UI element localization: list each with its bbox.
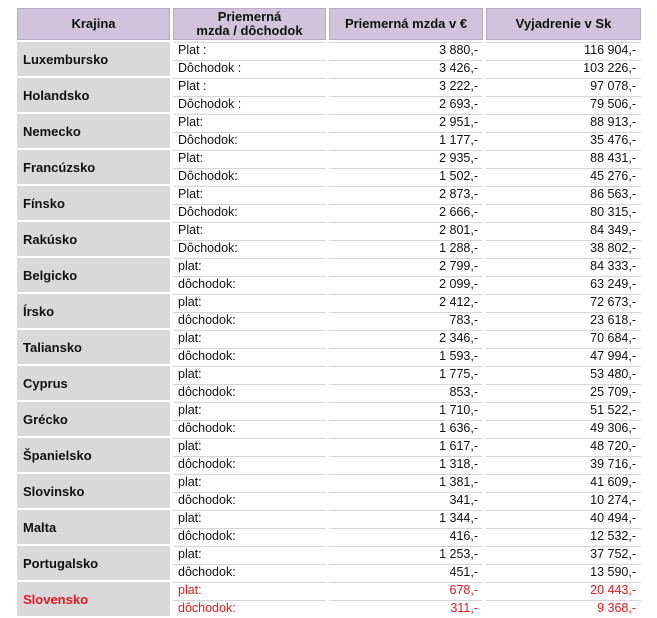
table-row xyxy=(17,510,641,526)
eur-value-cell: 1 617,- xyxy=(329,438,483,454)
wage-type-cell: plat: xyxy=(173,258,326,274)
wage-type-cell: Dôchodok: xyxy=(173,168,326,184)
sk-value-cell: 41 609,- xyxy=(486,474,641,490)
country-cell: Írsko xyxy=(17,294,170,328)
table-row xyxy=(17,582,641,598)
wage-type-cell: Plat: xyxy=(173,150,326,166)
country-cell: Francúzsko xyxy=(17,150,170,184)
sk-value-cell: 35 476,- xyxy=(486,132,641,148)
table-row xyxy=(17,474,641,490)
country-cell: Slovinsko xyxy=(17,474,170,508)
sk-value-cell: 70 684,- xyxy=(486,330,641,346)
table-row xyxy=(17,330,641,346)
header-wage-pension-line1: Priemerná xyxy=(217,9,282,24)
country-cell: Portugalsko xyxy=(17,546,170,580)
eur-value-cell: 2 693,- xyxy=(329,96,483,112)
wage-type-cell: dôchodok: xyxy=(173,420,326,436)
table-row xyxy=(17,222,641,238)
wage-type-cell: dôchodok: xyxy=(173,528,326,544)
sk-value-cell: 79 506,- xyxy=(486,96,641,112)
sk-value-cell: 49 306,- xyxy=(486,420,641,436)
wage-type-cell: dôchodok: xyxy=(173,600,326,616)
table-row xyxy=(17,42,641,58)
table-row xyxy=(17,78,641,94)
wage-type-cell: Dôchodok : xyxy=(173,60,326,76)
country-cell: Holandsko xyxy=(17,78,170,112)
table-row xyxy=(17,150,641,166)
sk-value-cell: 88 913,- xyxy=(486,114,641,130)
eur-value-cell: 1 288,- xyxy=(329,240,483,256)
eur-value-cell: 3 426,- xyxy=(329,60,483,76)
eur-value-cell: 1 177,- xyxy=(329,132,483,148)
wage-type-cell: dôchodok: xyxy=(173,384,326,400)
country-cell: Cyprus xyxy=(17,366,170,400)
sk-value-cell: 9 368,- xyxy=(486,600,641,616)
sk-value-cell: 20 443,- xyxy=(486,582,641,598)
eur-value-cell: 2 799,- xyxy=(329,258,483,274)
wage-type-cell: Dôchodok: xyxy=(173,204,326,220)
country-cell: Slovensko xyxy=(17,582,170,616)
eur-value-cell: 2 666,- xyxy=(329,204,483,220)
table-body xyxy=(17,42,641,616)
country-cell: Taliansko xyxy=(17,330,170,364)
sk-value-cell: 72 673,- xyxy=(486,294,641,310)
wage-type-cell: dôchodok: xyxy=(173,348,326,364)
eur-value-cell: 1 253,- xyxy=(329,546,483,562)
sk-value-cell: 80 315,- xyxy=(486,204,641,220)
sk-value-cell: 13 590,- xyxy=(486,564,641,580)
header-wage-pension-line2: mzda / dôchodok xyxy=(196,23,303,38)
eur-value-cell: 1 710,- xyxy=(329,402,483,418)
wage-type-cell: plat: xyxy=(173,402,326,418)
sk-value-cell: 10 274,- xyxy=(486,492,641,508)
country-cell: Nemecko xyxy=(17,114,170,148)
wage-type-cell: Dôchodok : xyxy=(173,96,326,112)
sk-value-cell: 38 802,- xyxy=(486,240,641,256)
header-row xyxy=(17,8,641,40)
wage-comparison-table xyxy=(14,6,644,618)
eur-value-cell: 678,- xyxy=(329,582,483,598)
wage-type-cell: plat: xyxy=(173,330,326,346)
wage-type-cell: Plat: xyxy=(173,186,326,202)
sk-value-cell: 23 618,- xyxy=(486,312,641,328)
eur-value-cell: 311,- xyxy=(329,600,483,616)
sk-value-cell: 39 716,- xyxy=(486,456,641,472)
eur-value-cell: 853,- xyxy=(329,384,483,400)
eur-value-cell: 1 318,- xyxy=(329,456,483,472)
eur-value-cell: 416,- xyxy=(329,528,483,544)
eur-value-cell: 783,- xyxy=(329,312,483,328)
wage-type-cell: dôchodok: xyxy=(173,564,326,580)
wage-type-cell: plat: xyxy=(173,510,326,526)
table-row xyxy=(17,366,641,382)
country-cell: Belgicko xyxy=(17,258,170,292)
eur-value-cell: 341,- xyxy=(329,492,483,508)
sk-value-cell: 37 752,- xyxy=(486,546,641,562)
sk-value-cell: 53 480,- xyxy=(486,366,641,382)
wage-type-cell: plat: xyxy=(173,366,326,382)
table-row xyxy=(17,294,641,310)
eur-value-cell: 2 935,- xyxy=(329,150,483,166)
country-cell: Grécko xyxy=(17,402,170,436)
wage-type-cell: Plat : xyxy=(173,42,326,58)
sk-value-cell: 12 532,- xyxy=(486,528,641,544)
wage-type-cell: Dôchodok: xyxy=(173,240,326,256)
wage-type-cell: Plat: xyxy=(173,114,326,130)
table-row xyxy=(17,258,641,274)
country-cell: Španielsko xyxy=(17,438,170,472)
header-sk: Vyjadrenie v Sk xyxy=(486,8,641,40)
sk-value-cell: 47 994,- xyxy=(486,348,641,364)
sk-value-cell: 63 249,- xyxy=(486,276,641,292)
sk-value-cell: 84 333,- xyxy=(486,258,641,274)
wage-type-cell: dôchodok: xyxy=(173,492,326,508)
eur-value-cell: 2 346,- xyxy=(329,330,483,346)
wage-type-cell: Plat: xyxy=(173,222,326,238)
eur-value-cell: 2 951,- xyxy=(329,114,483,130)
table-row xyxy=(17,114,641,130)
country-cell: Luxembursko xyxy=(17,42,170,76)
eur-value-cell: 1 593,- xyxy=(329,348,483,364)
eur-value-cell: 2 412,- xyxy=(329,294,483,310)
eur-value-cell: 3 222,- xyxy=(329,78,483,94)
wage-type-cell: Dôchodok: xyxy=(173,132,326,148)
header-country: Krajina xyxy=(17,8,170,40)
sk-value-cell: 48 720,- xyxy=(486,438,641,454)
wage-type-cell: plat: xyxy=(173,294,326,310)
sk-value-cell: 40 494,- xyxy=(486,510,641,526)
table-row xyxy=(17,186,641,202)
country-cell: Malta xyxy=(17,510,170,544)
country-cell: Fínsko xyxy=(17,186,170,220)
eur-value-cell: 1 502,- xyxy=(329,168,483,184)
wage-type-cell: dôchodok: xyxy=(173,276,326,292)
eur-value-cell: 1 775,- xyxy=(329,366,483,382)
eur-value-cell: 1 636,- xyxy=(329,420,483,436)
table-row xyxy=(17,438,641,454)
table-row xyxy=(17,546,641,562)
sk-value-cell: 45 276,- xyxy=(486,168,641,184)
wage-type-cell: plat: xyxy=(173,546,326,562)
eur-value-cell: 2 099,- xyxy=(329,276,483,292)
eur-value-cell: 1 381,- xyxy=(329,474,483,490)
sk-value-cell: 86 563,- xyxy=(486,186,641,202)
eur-value-cell: 3 880,- xyxy=(329,42,483,58)
sk-value-cell: 103 226,- xyxy=(486,60,641,76)
sk-value-cell: 51 522,- xyxy=(486,402,641,418)
sk-value-cell: 84 349,- xyxy=(486,222,641,238)
eur-value-cell: 2 873,- xyxy=(329,186,483,202)
table-row xyxy=(17,402,641,418)
eur-value-cell: 2 801,- xyxy=(329,222,483,238)
wage-type-cell: plat: xyxy=(173,474,326,490)
wage-type-cell: plat: xyxy=(173,438,326,454)
sk-value-cell: 25 709,- xyxy=(486,384,641,400)
wage-type-cell: Plat : xyxy=(173,78,326,94)
sk-value-cell: 116 904,- xyxy=(486,42,641,58)
wage-type-cell: plat: xyxy=(173,582,326,598)
wage-type-cell: dôchodok: xyxy=(173,312,326,328)
header-eur: Priemerná mzda v € xyxy=(329,8,483,40)
header-wage-pension xyxy=(173,8,326,40)
sk-value-cell: 97 078,- xyxy=(486,78,641,94)
country-cell: Rakúsko xyxy=(17,222,170,256)
sk-value-cell: 88 431,- xyxy=(486,150,641,166)
eur-value-cell: 1 344,- xyxy=(329,510,483,526)
eur-value-cell: 451,- xyxy=(329,564,483,580)
wage-type-cell: dôchodok: xyxy=(173,456,326,472)
